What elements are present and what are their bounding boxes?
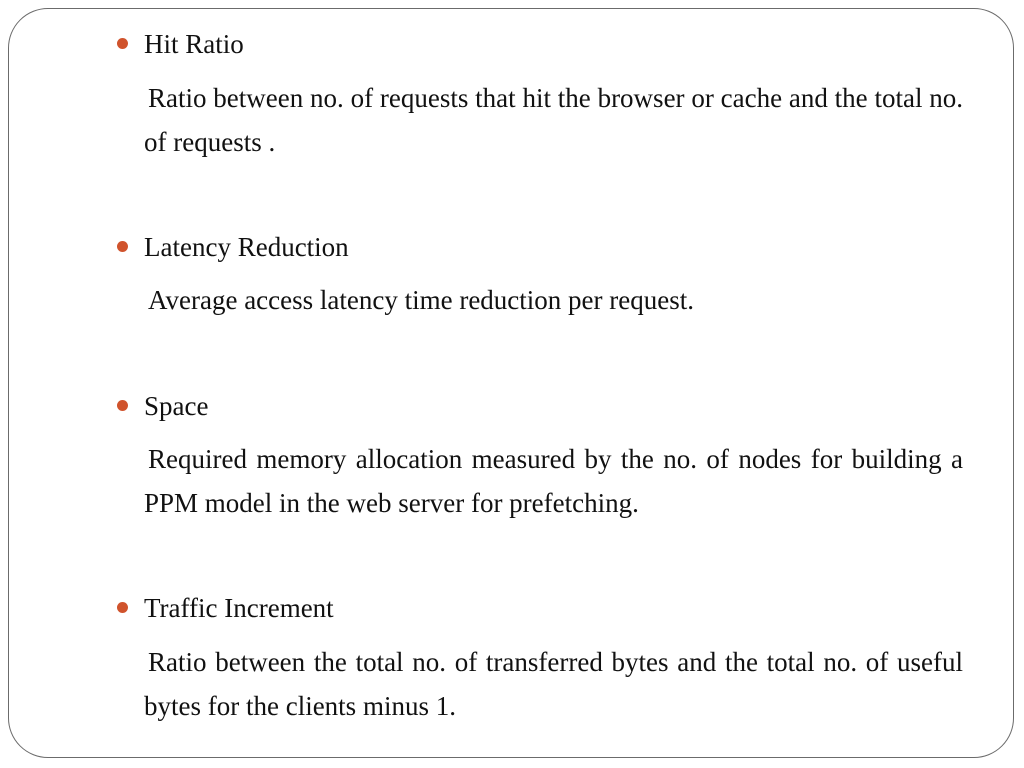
bullet-title: Traffic Increment [144,593,334,623]
bullet-dot-icon [117,602,128,613]
bullet-title: Hit Ratio [144,29,244,59]
bullet-title: Space [144,391,209,421]
bullet-description: Ratio between no. of requests that hit the browser or cache and the total no. of requests . [144,83,963,157]
bullet-description: Average access latency time reduction per request. [148,285,694,315]
bullet-description: Ratio between the total no. of transferred bytes and the total no. of useful bytes for the clients minus 1. [144,647,963,721]
bullet-dot-icon [117,241,128,252]
bullet-description: Required memory allocation measured by the no. of nodes for building a PPM model in the web server for prefetching. [144,444,963,518]
bullet-title: Latency Reduction [144,232,349,262]
bullet-dot-icon [117,400,128,411]
bullet-dot-icon [117,38,128,49]
